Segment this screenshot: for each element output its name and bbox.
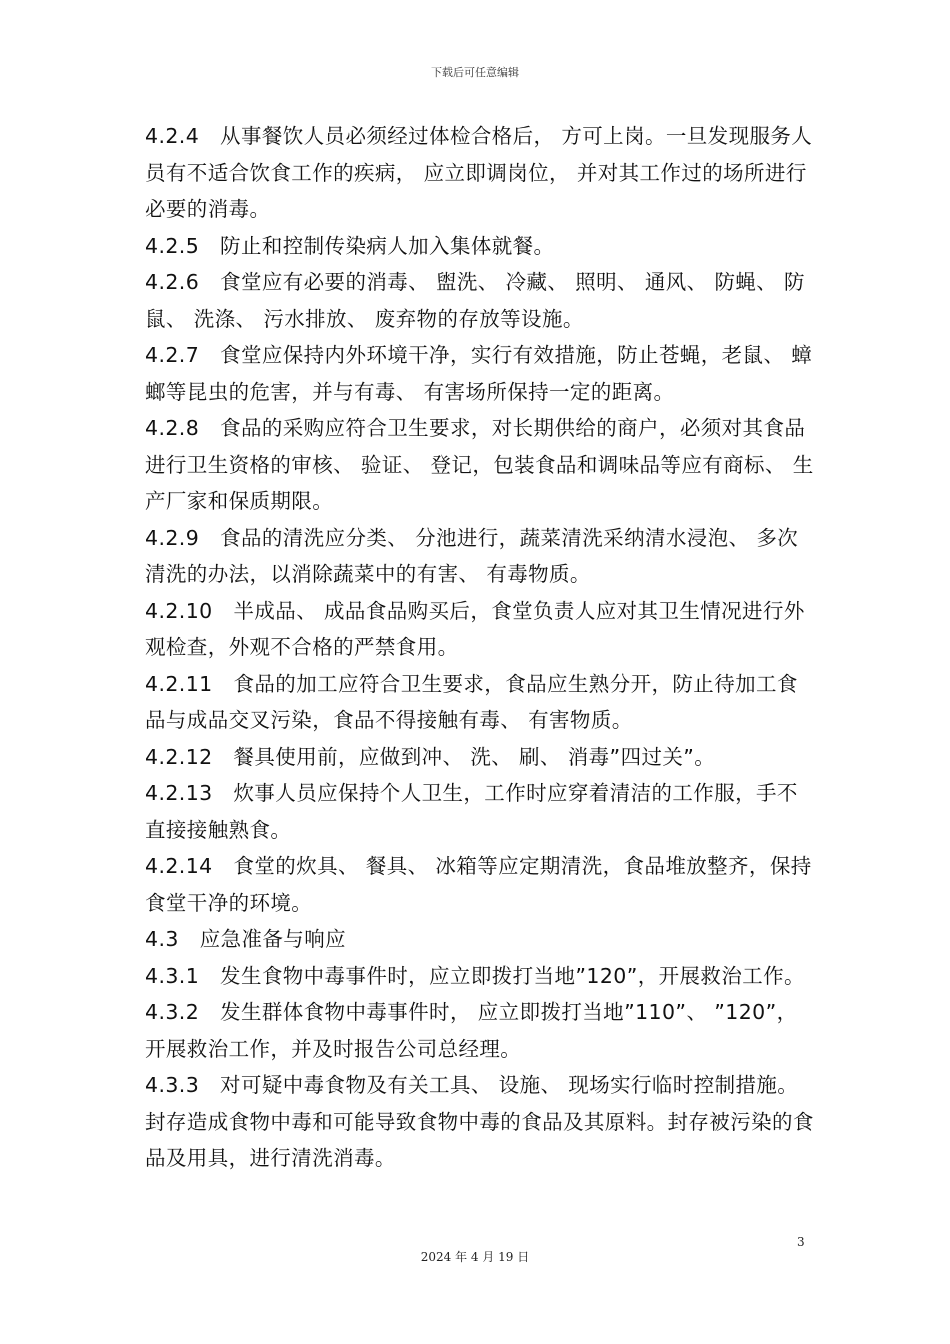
paragraph-4-3-1: 4.3.1 发生食物中毒事件时，应立即拨打当地”120”，开展救治工作。 <box>145 963 805 988</box>
paragraph-4-2-6: 4.2.6 食堂应有必要的消毒、 盥洗、 冷藏、 照明、 通风、 防蝇、 防鼠、 洗涤、 污水排放、 废弃物的存放等设施。 <box>145 270 805 331</box>
paragraph-4-2-11: 4.2.11 食品的加工应符合卫生要求，食品应生熟分开，防止待加工食品与成品交叉污染，食品不得接触有毒、 有害物质。 <box>145 671 798 732</box>
paragraph-4-2-8: 4.2.8 食品的采购应符合卫生要求，对长期供给的商户，必须对其食品进行卫生资格的审核、 验证、 登记，包装食品和调味品等应有商标、 生产厂家和保质期限。 <box>145 416 814 513</box>
paragraph-4-2-9: 4.2.9 食品的清洗应分类、 分池进行，蔬菜清洗采纳清水浸泡、 多次清洗的办法，以消除蔬菜中的有害、 有毒物质。 <box>145 525 799 586</box>
paragraph-4-2-13: 4.2.13 炊事人员应保持个人卫生，工作时应穿着清洁的工作服，手不直接接触熟食。 <box>145 781 798 842</box>
paragraph-4-2-7: 4.2.7 食堂应保持内外环境干净，实行有效措施，防止苍蝇，老鼠、 蟑螂等昆虫的危害，并与有毒、 有害场所保持一定的距离。 <box>145 343 813 404</box>
paragraph-4-2-5: 4.2.5 防止和控制传染病人加入集体就餐。 <box>145 233 555 258</box>
page-footer-date: 2024 年 4 月 19 日 <box>420 1250 530 1264</box>
paragraph-4-2-4: 4.2.4 从事餐饮人员必须经过体检合格后， 方可上岗。一旦发现服务人员有不适合饮食工作的疾病， 应立即调岗位， 并对其工作过的场所进行必要的消毒。 <box>145 124 813 221</box>
paragraph-4-3-3: 4.3.3 对可疑中毒食物及有关工具、 设施、 现场实行临时控制措施。封存造成食物中毒和可能导致食物中毒的食品及其原料。封存被污染的食品及用具，进行清洗消毒。 <box>145 1073 814 1170</box>
document-body <box>145 118 815 1177</box>
paragraph-4-2-12: 4.2.12 餐具使用前，应做到冲、 洗、 刷、 消毒”四过关”。 <box>145 744 716 769</box>
page-header: 下载后可任意编辑 <box>431 66 519 79</box>
paragraph-4-2-14: 4.2.14 食堂的炊具、 餐具、 冰箱等应定期清洗，食品堆放整齐，保持食堂干净的环境。 <box>145 854 812 915</box>
paragraph-4-2-10: 4.2.10 半成品、 成品食品购买后，食堂负责人应对其卫生情况进行外观检查，外观不合格的严禁食用。 <box>145 598 805 659</box>
paragraph-4-3-2: 4.3.2 发生群体食物中毒事件时， 应立即拨打当地”110”、 ”120”， 开展救治工作，并及时报告公司总经理。 <box>145 1000 805 1061</box>
page-number: 3 <box>797 1235 805 1249</box>
section-heading-4-3: 4.3 应急准备与响应 <box>145 927 347 951</box>
